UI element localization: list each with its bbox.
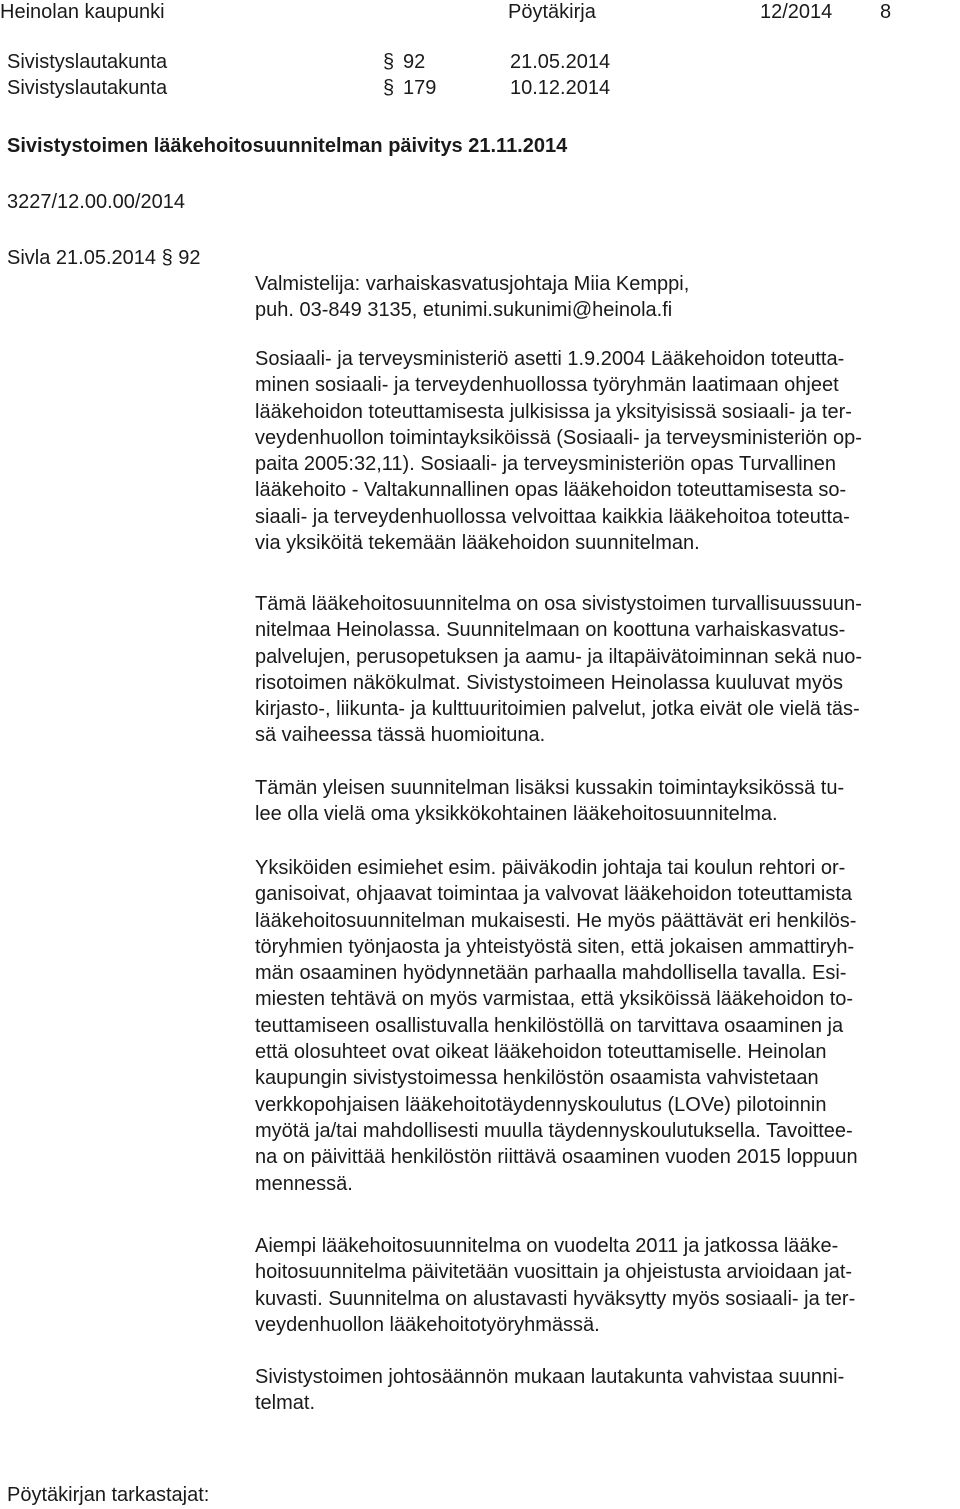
paragraph-line: kirjasto-, liikunta- ja kulttuuritoimien palvelut, jotka eivät ole vielä täs-: [255, 698, 860, 721]
paragraph-line: töryhmien työnjaosta ja yhteistyöstä siten, että jokaisen ammattiryh-: [255, 935, 855, 958]
paragraph-line: palvelujen, perusopetuksen ja aamu- ja iltapäivätoiminnan sekä nuo-: [255, 645, 863, 668]
paragraph-line: Tämä lääkehoitosuunnitelma on osa sivistystoimen turvallisuussuun-: [255, 593, 862, 615]
page-title: Sivistystoimen lääkehoitosuunnitelman päivitys 21.11.2014: [7, 135, 568, 157]
record-id: 3227/12.00.00/2014: [7, 191, 185, 213]
paragraph-line: män osaaminen hyödynnetään parhaalla mahdollisella tavalla. Esi-: [255, 962, 847, 985]
section-sign-icon: §: [161, 247, 173, 269]
body-paragraph: [255, 1233, 955, 1338]
paragraph-line: nitelmaa Heinolassa. Suunnitelmaan on koottuna varhaiskasvatus-: [255, 619, 846, 642]
paragraph-line: lääkehoito - Valtakunnallinen opas lääkehoidon toteuttamisesta so-: [255, 479, 847, 502]
paragraph-line: miesten tehtävä on myös varmistaa, että yksiköissä lääkehoidon to-: [255, 988, 854, 1011]
paragraph-line: Sivistystoimen johtosäännön mukaan lautakunta vahvistaa suunni-: [255, 1366, 845, 1388]
paragraph-line: kaupungin sivistystoimessa henkilöstön osaamista vahvistetaan: [255, 1067, 819, 1090]
paragraph-line: Aiempi lääkehoitosuunnitelma on vuodelta 2011 ja jatkossa lääke-: [255, 1235, 839, 1257]
paragraph-line: risotoimen näkökulmat. Sivistystoimeen Heinolassa kuuluvat myös: [255, 671, 844, 694]
section-sign-icon: §: [383, 77, 395, 99]
body-paragraph: [255, 591, 955, 749]
meeting-body: Sivistyslautakunta: [7, 77, 168, 99]
preparer-line: Valmistelija: varhaiskasvatusjohtaja Miia Kemppi,: [255, 273, 690, 295]
paragraph-line: telmat.: [255, 1392, 316, 1415]
body-paragraph: [255, 346, 955, 556]
body-paragraph: [255, 775, 955, 828]
prior-section: 92: [178, 247, 201, 269]
paragraph-line: lee olla vielä oma yksikkökohtainen lääkehoitosuunnitelma.: [255, 803, 778, 826]
meeting-body: Sivistyslautakunta: [7, 51, 168, 73]
reviewers-label: Pöytäkirjan tarkastajat:: [7, 1484, 210, 1506]
paragraph-line: verkkopohjaisen lääkehoitotäydennyskoulutus (LOVe) pilotoinnin: [255, 1093, 827, 1116]
preparer-contact: puh. 03-849 3135, etunimi.sukunimi@heinola.fi: [255, 299, 673, 321]
page-number: 8: [880, 1, 892, 23]
body-paragraph: [255, 1364, 955, 1417]
paragraph-line: minen sosiaali- ja terveydenhuollossa työryhmän laatimaan ohjeet: [255, 374, 839, 397]
body-paragraph: [255, 855, 955, 1197]
paragraph-line: lääkehoitosuunnitelman mukaisesti. He myös päättävät eri henkilös-: [255, 909, 857, 932]
paragraph-line: että olosuhteet ovat oikeat lääkehoidon toteuttamiselle. Heinolan: [255, 1041, 827, 1064]
paragraph-line: hoitosuunnitelma päivitetään vuosittain ja ohjeistusta arvioidaan jat-: [255, 1261, 853, 1284]
paragraph-line: veydenhuollon toimintayksiköissä (Sosiaali- ja terveysministeriön op-: [255, 426, 862, 449]
paragraph-line: via yksiköitä tekemään lääkehoidon suunnitelman.: [255, 532, 700, 555]
paragraph-line: ganisoivat, ohjaavat toimintaa ja valvovat lääkehoidon toteuttamista: [255, 883, 853, 906]
paragraph-line: paita 2005:32,11). Sosiaali- ja terveysministeriön opas Turvallinen: [255, 453, 837, 476]
section-sign-icon: §: [383, 51, 395, 73]
meeting-section: 92: [403, 51, 426, 73]
prior-reference: [7, 246, 201, 270]
meeting-date: 21.05.2014: [510, 51, 611, 73]
paragraph-line: sä vaiheessa tässä huomioituna.: [255, 724, 546, 747]
paragraph-line: Sosiaali- ja terveysministeriö asetti 1.9.2004 Lääkehoidon toteutta-: [255, 348, 845, 370]
document-number: 12/2014: [760, 1, 833, 23]
paragraph-line: kuvasti. Suunnitelma on alustavasti hyväksytty myös sosiaali- ja ter-: [255, 1287, 856, 1310]
paragraph-line: mennessä.: [255, 1172, 353, 1195]
paragraph-line: lääkehoidon toteuttamisesta julkisissa ja yksityisissä sosiaali- ja ter-: [255, 400, 852, 423]
paragraph-line: Tämän yleisen suunnitelman lisäksi kussakin toimintayksikössä tu-: [255, 777, 845, 799]
prior-ref-text: Sivla 21.05.2014: [7, 247, 157, 269]
paragraph-line: veydenhuollon lääkehoitotyöryhmässä.: [255, 1313, 600, 1336]
meeting-section: 179: [403, 77, 437, 99]
paragraph-line: myötä ja/tai mahdollisesti muulla täydennyskoulutuksella. Tavoittee-: [255, 1119, 853, 1142]
paragraph-line: siaali- ja terveydenhuollossa velvoittaa kaikkia lääkehoitoa toteutta-: [255, 505, 850, 528]
meeting-date: 10.12.2014: [510, 77, 611, 99]
municipality-name: Heinolan kaupunki: [0, 1, 165, 23]
paragraph-line: teuttamiseen osallistuvalla henkilöstöllä on tarvittava osaaminen ja: [255, 1014, 844, 1037]
paragraph-line: na on päivittää henkilöstön riittävä osaaminen vuoden 2015 loppuun: [255, 1146, 858, 1169]
document-type: Pöytäkirja: [508, 1, 596, 23]
paragraph-line: Yksiköiden esimiehet esim. päiväkodin johtaja tai koulun rehtori or-: [255, 857, 846, 879]
